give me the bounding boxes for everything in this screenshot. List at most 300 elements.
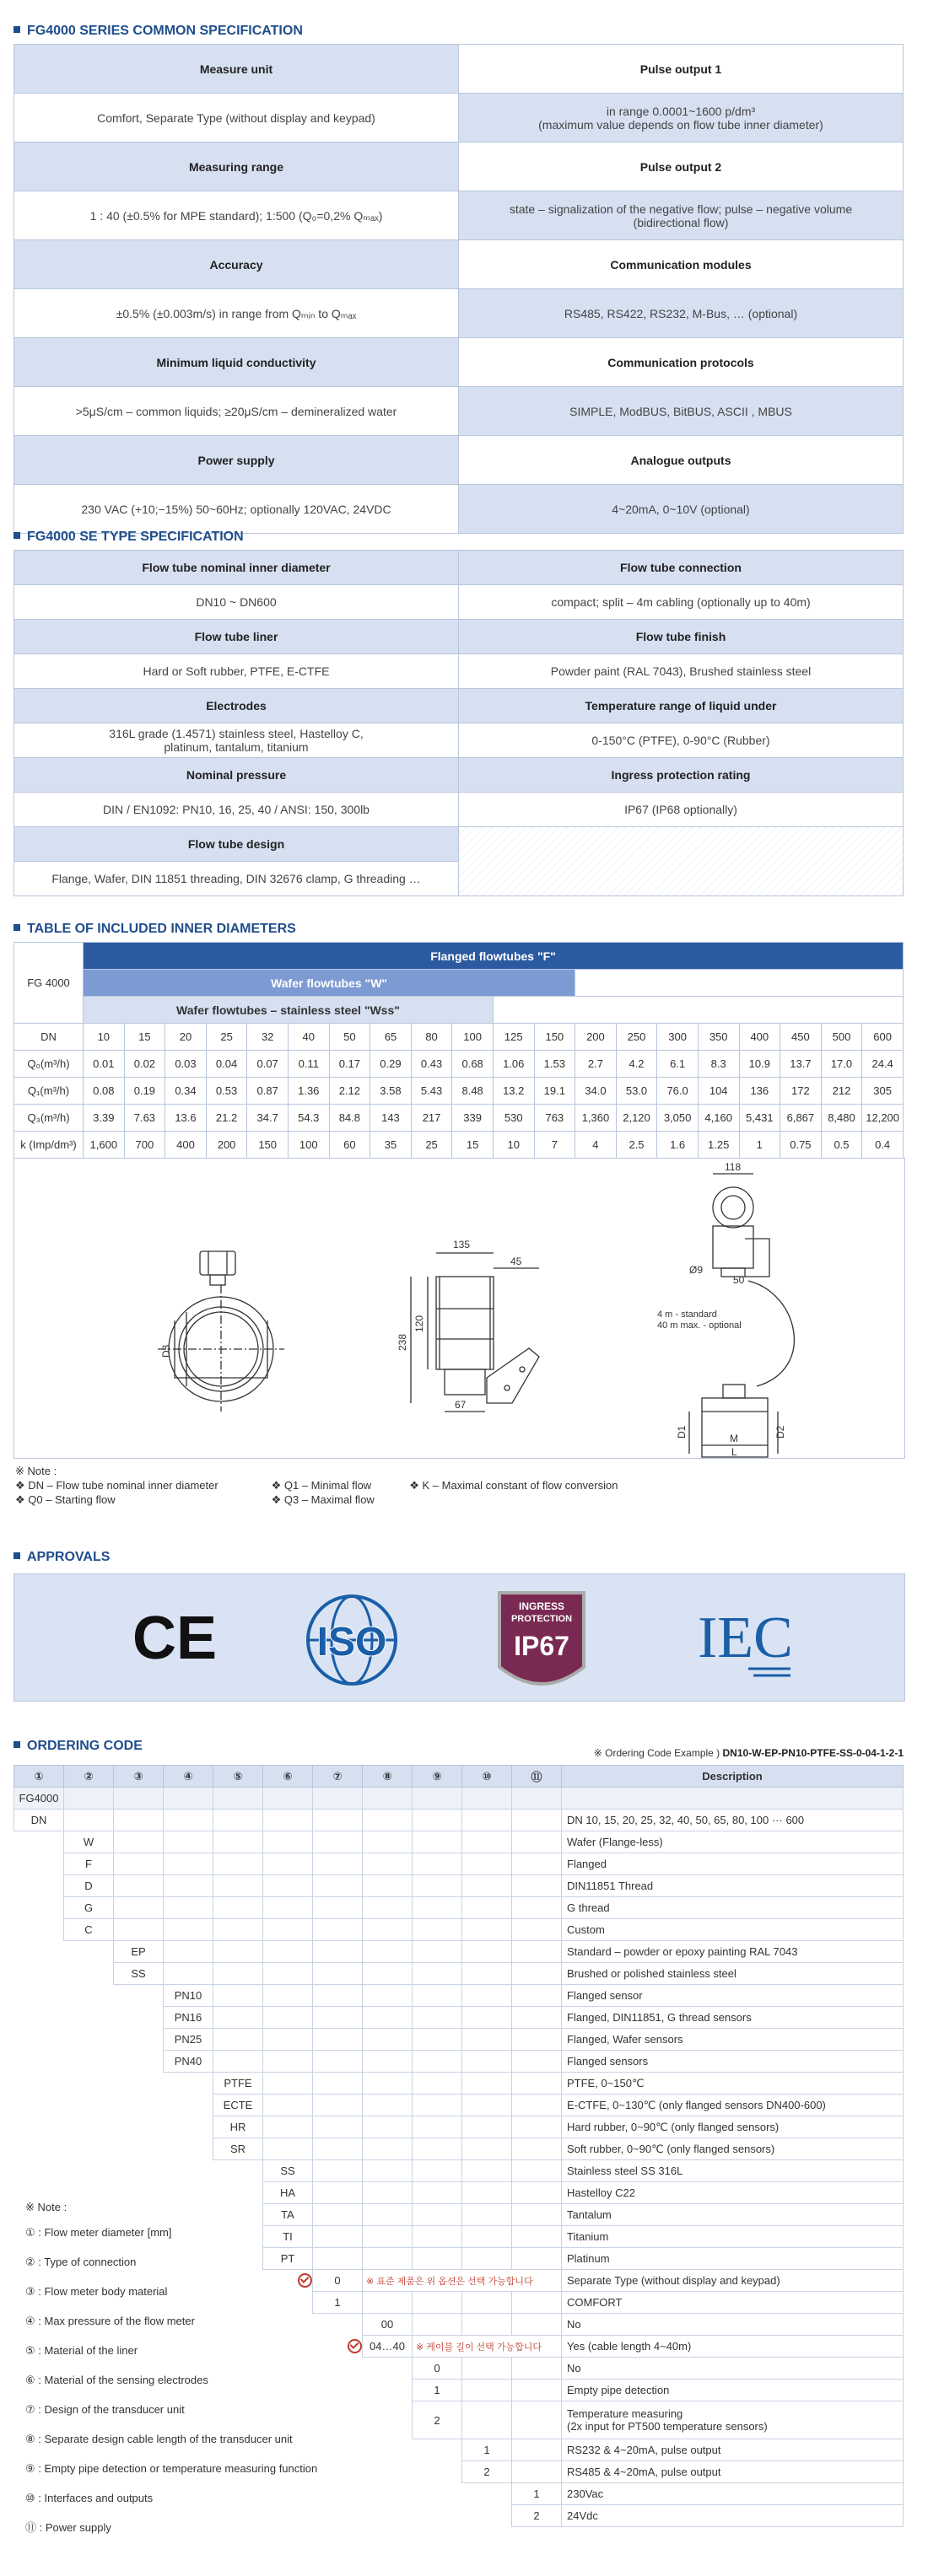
dia-cell: 0.4 (862, 1132, 904, 1159)
ordering-code: G (64, 1897, 114, 1919)
dia-cell: 0.5 (821, 1132, 862, 1159)
dia-cell: 3.39 (84, 1105, 125, 1132)
ordering-spacer (14, 1897, 64, 1919)
ordering-row (14, 1875, 904, 1897)
dia-cell: 143 (370, 1105, 412, 1132)
ordering-blank (512, 2073, 562, 2095)
ce-logo: CE (132, 1605, 218, 1672)
ordering-description-line1: Platinum (567, 2252, 610, 2265)
ordering-code: PN40 (164, 2051, 213, 2073)
dia-cell: 0.29 (370, 1051, 412, 1078)
spec-value-row (14, 191, 904, 240)
dia-row-k (14, 1132, 904, 1159)
dia-cell: 34.7 (247, 1105, 289, 1132)
ordering-notes-title: ※ Note : (25, 2201, 67, 2213)
spec-value-right-line2: (bidirectional flow) (633, 215, 729, 229)
ordering-description (562, 2461, 904, 2483)
dia-cell: 13.7 (780, 1051, 822, 1078)
ordering-blank (512, 1985, 562, 2007)
ordering-blank (363, 2051, 413, 2073)
ordering-note-item: ⑨ : Empty pipe detection or temperature measuring function (25, 2462, 318, 2475)
dia-cell: 1,600 (84, 1132, 125, 1159)
ordering-blank (462, 2204, 512, 2226)
ordering-blank (363, 2182, 413, 2204)
dia-cell: 25 (411, 1132, 452, 1159)
ordering-blank (313, 1963, 363, 1985)
spec-header-row (14, 240, 904, 289)
ordering-blank (213, 2029, 263, 2051)
dia-cell: 4.2 (616, 1051, 657, 1078)
dia-cell: 500 (821, 1024, 862, 1051)
diameters-notes (15, 1464, 618, 1507)
dia-cell: 54.3 (288, 1105, 329, 1132)
ordering-blank (413, 1985, 462, 2007)
se-header-row (14, 827, 904, 862)
se-header-row (14, 689, 904, 723)
ordering-code: 1 (413, 2380, 462, 2401)
ordering-spacer (313, 2461, 363, 2483)
ordering-description (562, 1941, 904, 1963)
dia-cell: 6,867 (780, 1105, 822, 1132)
ordering-description-line1: PTFE, 0~150℃ (567, 2076, 645, 2089)
ordering-row (14, 1897, 904, 1919)
ip-text-protection: PROTECTION (510, 1614, 573, 1624)
ordering-code: 04…40 (363, 2336, 413, 2358)
ordering-code: D (64, 1875, 114, 1897)
ordering-blank (462, 1985, 512, 2007)
ordering-description-line1: Hastelloy C22 (567, 2186, 635, 2199)
se-value-left (14, 862, 459, 896)
ordering-blank (512, 2314, 562, 2336)
dia-cell: 24.4 (862, 1051, 904, 1078)
label-45: 45 (510, 1256, 522, 1267)
ordering-spacer (363, 2401, 413, 2439)
ordering-spacer (14, 2116, 64, 2138)
dia-cell: 0.03 (165, 1051, 207, 1078)
dia-cell: 21.2 (206, 1105, 247, 1132)
dia-cell: 25 (206, 1024, 247, 1051)
dia-cell: 53.0 (616, 1078, 657, 1105)
spec-value-left: Comfort, Separate Type (without display and keypad) (14, 94, 459, 143)
ordering-spacer (64, 2007, 114, 2029)
dia-cell: 0.17 (329, 1051, 370, 1078)
ordering-description (562, 2336, 904, 2358)
ordering-korean-note: ※ 케이블 길이 선택 가능합니다 (416, 2342, 542, 2353)
dia-cell: 0.04 (206, 1051, 247, 1078)
ordering-description-line1: DIN11851 Thread (567, 1880, 654, 1892)
ordering-blank (363, 2248, 413, 2270)
ordering-description-line2: (2x input for PT500 temperature sensors) (567, 2420, 768, 2433)
spec-header-row (14, 436, 904, 485)
dia-row-q0 (14, 1051, 904, 1078)
ordering-blank (462, 2160, 512, 2182)
ordering-code: HR (213, 2116, 263, 2138)
spec-header-row (14, 45, 904, 94)
ordering-description (562, 2116, 904, 2138)
ordering-note-item: ② : Type of connection (25, 2256, 137, 2268)
ordering-note-item: ⑦ : Design of the transducer unit (25, 2403, 185, 2416)
ordering-blank (114, 1853, 164, 1875)
ordering-spacer (14, 1941, 64, 1963)
spec-value-right-line1: state – signalization of the negative flow; pulse – negative volume (509, 202, 853, 216)
iec-text: IEC (698, 1605, 793, 1670)
dia-cell: 5,431 (739, 1105, 780, 1132)
ip-text-main: IP67 (514, 1631, 569, 1661)
diameters-table (13, 942, 904, 1159)
dia-cell: 10 (84, 1024, 125, 1051)
ordering-spacer (114, 1985, 164, 2007)
dia-cell: 217 (411, 1105, 452, 1132)
ordering-description (562, 1985, 904, 2007)
ordering-header-row (14, 1766, 904, 1788)
spec-value-left: 230 VAC (+10;−15%) 50~60Hz; optionally 120VAC, 24VDC (14, 485, 459, 534)
dia-cell: 3,050 (657, 1105, 699, 1132)
ordering-description-line1: E-CTFE, 0~130℃ (only flanged sensors DN400-600) (567, 2098, 826, 2111)
dia-group-row-2 (14, 970, 904, 997)
ordering-spacer (313, 2358, 363, 2380)
ordering-description (562, 2226, 904, 2248)
ordering-blank (413, 1963, 462, 1985)
approvals-title: APPROVALS (13, 1550, 110, 1565)
ordering-code: 1 (462, 2439, 512, 2461)
ordering-spacer (64, 2095, 114, 2116)
dia-cell: 1.6 (657, 1132, 699, 1159)
ordering-blank (413, 2073, 462, 2095)
ordering-description (562, 1853, 904, 1875)
ordering-spacer (14, 2007, 64, 2029)
ordering-blank (462, 1919, 512, 1941)
dia-cell: 4,160 (698, 1105, 739, 1132)
ordering-row (14, 1831, 904, 1853)
ordering-blank (363, 1875, 413, 1897)
ordering-description (562, 2007, 904, 2029)
ordering-blank (512, 2029, 562, 2051)
ordering-header-col: ⑧ (363, 1766, 413, 1788)
ordering-blank (512, 1919, 562, 1941)
ordering-spacer (14, 1875, 64, 1897)
ordering-blank (413, 2051, 462, 2073)
dia-cell: 400 (165, 1132, 207, 1159)
ordering-description (562, 2095, 904, 2116)
ordering-code: 1 (313, 2292, 363, 2314)
ordering-blank (363, 1810, 413, 1831)
common-spec-table (13, 44, 904, 534)
dia-wss-empty (493, 997, 903, 1024)
ordering-code: 00 (363, 2314, 413, 2336)
ordering-blank (512, 1853, 562, 1875)
dia-cell: 7.63 (124, 1105, 165, 1132)
ordering-spacer (114, 2051, 164, 2073)
dia-cell: 1.25 (698, 1132, 739, 1159)
label-135: 135 (453, 1239, 471, 1250)
label-hole: Ø9 (689, 1264, 704, 1276)
ordering-blank (512, 2160, 562, 2182)
spec-value-left: ±0.5% (±0.003m/s) in range from Qₘᵢₙ to Qₘₐₓ (14, 289, 459, 338)
dia-row-label: DN (14, 1024, 84, 1051)
dia-cell: 8.48 (452, 1078, 494, 1105)
ordering-blank (313, 2095, 363, 2116)
dia-cell: 84.8 (329, 1105, 370, 1132)
ordering-code: 2 (512, 2505, 562, 2527)
ordering-description-line1: Titanium (567, 2230, 609, 2243)
dia-cell: 339 (452, 1105, 494, 1132)
ordering-row (14, 1810, 904, 1831)
ordering-blank (313, 2138, 363, 2160)
se-spec-table (13, 550, 904, 896)
check-icon (348, 2339, 362, 2353)
ordering-blank (263, 2029, 313, 2051)
ordering-description-line1: Wafer (Flange-less) (567, 1836, 663, 1848)
ordering-blank (462, 2182, 512, 2204)
ordering-blank (512, 2138, 562, 2160)
dia-cell: 200 (206, 1132, 247, 1159)
ordering-description (562, 2182, 904, 2204)
ordering-blank (512, 2226, 562, 2248)
notes-title: ※ Note : (15, 1465, 57, 1477)
ordering-blank (114, 1919, 164, 1941)
ordering-spacer (64, 2051, 114, 2073)
ordering-row (14, 2160, 904, 2182)
ordering-spacer (164, 2160, 213, 2182)
ordering-blank (413, 1831, 462, 1853)
dia-cell: 1.53 (534, 1051, 575, 1078)
ordering-blank (363, 1963, 413, 1985)
ordering-row (14, 1941, 904, 1963)
common-spec-title: FG4000 SERIES COMMON SPECIFICATION (13, 24, 303, 39)
spec-header-right: Analogue outputs (459, 436, 904, 485)
dia-row-label: Q₁(m³/h) (14, 1078, 84, 1105)
ordering-blank (413, 1897, 462, 1919)
spec-header-left: Accuracy (14, 240, 459, 289)
ordering-row (14, 2095, 904, 2116)
iso-logo (308, 1596, 396, 1684)
ordering-blank (313, 1897, 363, 1919)
ordering-blank (213, 1941, 263, 1963)
ordering-spacer (363, 2380, 413, 2401)
dia-cell: 350 (698, 1024, 739, 1051)
ordering-blank (363, 2292, 413, 2314)
spec-header-left: Measuring range (14, 143, 459, 191)
se-header-left: Flow tube nominal inner diameter (14, 551, 459, 585)
iso-text: ISO (316, 1620, 387, 1664)
ordering-description-line1: Separate Type (without display and keypad) (567, 2274, 780, 2287)
ordering-spacer (14, 1919, 64, 1941)
ordering-spacer (64, 2073, 114, 2095)
ordering-description-line1: Hard rubber, 0~90℃ (only flanged sensors) (567, 2120, 780, 2133)
dia-cell: 0.75 (780, 1132, 822, 1159)
se-header-left: Flow tube design (14, 827, 459, 862)
spec-header-left: Minimum liquid conductivity (14, 338, 459, 387)
ordering-spacer (313, 2314, 363, 2336)
spec-value-right (459, 289, 904, 338)
ordering-spacer (64, 2138, 114, 2160)
ordering-blank (512, 2007, 562, 2029)
dia-row-dn (14, 1024, 904, 1051)
ordering-note-item: ⑤ : Material of the liner (25, 2344, 138, 2357)
ordering-spacer (213, 2160, 263, 2182)
ordering-blank (263, 1810, 313, 1831)
dia-cell: 200 (575, 1024, 617, 1051)
ordering-blank (363, 2160, 413, 2182)
ordering-model-blank (164, 1788, 213, 1810)
ordering-blank (114, 1897, 164, 1919)
ordering-blank (263, 1985, 313, 2007)
ordering-model-blank (263, 1788, 313, 1810)
dia-cell: 2,120 (616, 1105, 657, 1132)
ordering-spacer (114, 2007, 164, 2029)
ordering-code: ECTE (213, 2095, 263, 2116)
ordering-spacer (114, 2029, 164, 2051)
se-header-left: Flow tube liner (14, 620, 459, 654)
se-header-right: Flow tube finish (459, 620, 904, 654)
dia-cell: 530 (493, 1105, 534, 1132)
spec-value-right-line1: SIMPLE, ModBUS, BitBUS, ASCII , MBUS (569, 404, 792, 418)
ordering-blank (462, 2226, 512, 2248)
se-header-row (14, 620, 904, 654)
dia-cell: 80 (411, 1024, 452, 1051)
ordering-spacer (363, 2461, 413, 2483)
spec-header-right: Pulse output 2 (459, 143, 904, 191)
dia-wafer-header: Wafer flowtubes "W" (84, 970, 575, 997)
spec-header-right: Communication protocols (459, 338, 904, 387)
spec-value-right-line1: 4~20mA, 0~10V (optional) (612, 502, 750, 516)
ordering-blank (413, 2116, 462, 2138)
ordering-blank (512, 1941, 562, 1963)
ordering-blank (462, 1810, 512, 1831)
ordering-blank (213, 2007, 263, 2029)
dia-group-row-1 (14, 943, 904, 970)
ordering-header-col: ⑤ (213, 1766, 263, 1788)
dia-cell: 250 (616, 1024, 657, 1051)
ordering-row (14, 2073, 904, 2095)
ordering-description-line1: Flanged sensor (567, 1989, 643, 2002)
ordering-row (14, 2029, 904, 2051)
ordering-blank (363, 2270, 562, 2292)
ordering-spacer (64, 2029, 114, 2051)
spec-value-row (14, 289, 904, 338)
ordering-blank (512, 2116, 562, 2138)
se-value-row (14, 654, 904, 689)
label-l: L (731, 1446, 737, 1458)
ordering-blank (164, 1941, 213, 1963)
ordering-spacer (313, 2336, 363, 2358)
ordering-blank (413, 1810, 462, 1831)
drawing-front-view (158, 1251, 284, 1412)
note-q1: ❖ Q1 – Minimal flow (271, 1479, 372, 1492)
ordering-blank (512, 2248, 562, 2270)
label-d3: D3 (160, 1344, 172, 1358)
ordering-description (562, 2051, 904, 2073)
ordering-blank (462, 2138, 512, 2160)
common-spec-section (13, 44, 904, 534)
ordering-description (562, 1897, 904, 1919)
dia-cell: 76.0 (657, 1078, 699, 1105)
ordering-blank (512, 2401, 562, 2439)
dia-row-label: Q₃(m³/h) (14, 1105, 84, 1132)
ordering-blank (413, 1853, 462, 1875)
ordering-blank (413, 2314, 462, 2336)
ordering-blank (462, 2380, 512, 2401)
spec-value-right (459, 94, 904, 143)
dia-cell: 40 (288, 1024, 329, 1051)
ordering-title: ORDERING CODE (13, 1739, 143, 1754)
ordering-blank (413, 1875, 462, 1897)
ordering-spacer (64, 2116, 114, 2138)
ip67-badge (499, 1593, 584, 1684)
ordering-description-line1: Tantalum (567, 2208, 612, 2221)
se-header-left: Electrodes (14, 689, 459, 723)
dia-cell: 0.43 (411, 1051, 452, 1078)
ordering-spacer (114, 2160, 164, 2182)
ordering-blank (313, 2160, 363, 2182)
ordering-blank (313, 1941, 363, 1963)
ordering-blank (512, 2380, 562, 2401)
ordering-spacer (413, 2505, 462, 2527)
note-q0: ❖ Q0 – Starting flow (15, 1493, 116, 1506)
dia-cell: 17.0 (821, 1051, 862, 1078)
spec-value-right-line1: RS485, RS422, RS232, M-Bus, … (optional) (564, 306, 798, 320)
ordering-blank (363, 2073, 413, 2095)
ordering-spacer (114, 2138, 164, 2160)
ordering-description-line1: Temperature measuring (567, 2407, 683, 2420)
ordering-header-col: ⑪ (512, 1766, 562, 1788)
ordering-blank (363, 2007, 413, 2029)
ordering-blank (313, 2248, 363, 2270)
ordering-note-item: ① : Flow meter diameter [mm] (25, 2226, 172, 2239)
ordering-blank (413, 1941, 462, 1963)
ordering-description (562, 1919, 904, 1941)
ordering-blank (462, 1831, 512, 1853)
diameters-title: TABLE OF INCLUDED INNER DIAMETERS (13, 922, 296, 937)
ordering-blank (263, 2095, 313, 2116)
ordering-spacer (313, 2401, 363, 2439)
ordering-spacer (64, 1985, 114, 2007)
ordering-description (562, 2439, 904, 2461)
ordering-blank (263, 1875, 313, 1897)
ordering-blank (462, 1941, 512, 1963)
ordering-blank (413, 2204, 462, 2226)
ordering-spacer (363, 2358, 413, 2380)
ordering-description (562, 1963, 904, 1985)
ordering-header-col: ⑨ (413, 1766, 462, 1788)
ordering-description-line1: Yes (cable length 4~40m) (567, 2340, 692, 2353)
ordering-blank (313, 2182, 363, 2204)
se-value-left (14, 585, 459, 620)
ordering-code: TA (263, 2204, 313, 2226)
ordering-blank (462, 1963, 512, 1985)
dia-cell: 1.06 (493, 1051, 534, 1078)
se-value-right: 0-150°C (PTFE), 0-90°C (Rubber) (459, 723, 904, 758)
se-value-left-line1: DIN / EN1092: PN10, 16, 25, 40 / ANSI: 150, 300lb (103, 803, 370, 816)
se-header-row (14, 758, 904, 793)
dia-row-q3 (14, 1105, 904, 1132)
ordering-blank (363, 1941, 413, 1963)
ordering-model: FG4000 (14, 1788, 64, 1810)
ordering-description-line1: No (567, 2362, 581, 2374)
ordering-spacer (14, 2051, 64, 2073)
dia-cell: 212 (821, 1078, 862, 1105)
ordering-blank (114, 1875, 164, 1897)
dia-cell: 8.3 (698, 1051, 739, 1078)
dia-cell: 12,200 (862, 1105, 904, 1132)
ordering-blank (263, 1853, 313, 1875)
ordering-blank (263, 1919, 313, 1941)
ordering-blank (512, 2358, 562, 2380)
ordering-blank (363, 2095, 413, 2116)
se-value-right: Powder paint (RAL 7043), Brushed stainless steel (459, 654, 904, 689)
ordering-blank (512, 2095, 562, 2116)
ordering-blank (462, 2401, 512, 2439)
